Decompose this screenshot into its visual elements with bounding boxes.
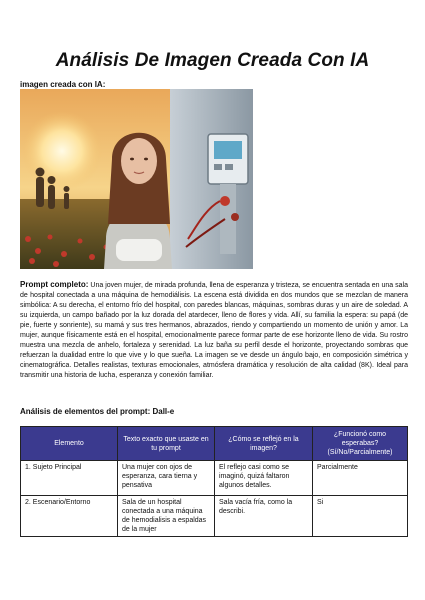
prompt-text: Una joven mujer, de mirada profunda, llena de esperanza y tristeza, se encuentra sentada en una sala de hospital conectada a una máquina de hemodiálisis. La escena está dividida en dos mundos que se mezclan de manera simbólica: A su derecha, el entorno frío del hospital, con paredes blancas, máquinas, sombras duras y un aire de soledad. A su izquierda, un campo bañado por la luz dorada del atardecer, lleno de flores y vida. Allí, su familia la espera: su papá (de pie, fuerte y sonriente), su mamá y sus tres hermanos, abrazados, riendo y compartiendo un momento de unión y amor. La mujer, aunque físicamente está en el hospital, emocionalmente parece formar parte de ese horizonte lleno de vida. Su rostro muestra una mezcla de anhelo, fortaleza y serenidad. La luz baña su perfil desde el horizonte, proyectando sombras que refuerzan la dualidad entre lo que vive y lo que sueña. La imagen se ve desde un ángulo bajo, en composición simétrica y cinematográfica. Detalles realistas, texturas emocionales, atmósfera dramática y resolución de alta calidad (8K). Ideal para transmitir una historia de lucha, esperanza y conexión familiar. <box>20 282 408 379</box>
prompt-analysis-table <box>20 426 408 537</box>
table-cell: Sala de un hospital conectada a una máquina de hemodialisis a espaldas de la mujer <box>118 496 215 537</box>
page-title: Análisis De Imagen Creada Con IA <box>55 50 370 71</box>
table-cell: Sala vacía fría, como la describi. <box>215 496 313 537</box>
table-cell: El reflejo casi como se imaginó, quizá faltaron algunos detalles. <box>215 461 313 496</box>
prompt-label: Prompt completo: <box>20 280 89 289</box>
table-cell: Una mujer con ojos de esperanza, cara tierna y pensativa <box>118 461 215 496</box>
table-cell: Si <box>313 496 408 537</box>
generated-image <box>20 89 253 269</box>
header-funciono: ¿Funcionó como esperabas? (Sí/No/Parcialmente) <box>313 427 408 461</box>
table-row <box>21 496 408 537</box>
image-label: imagen creada con IA: <box>20 80 106 89</box>
header-como-se-reflejo: ¿Cómo se reflejó en la imagen? <box>215 427 313 461</box>
prompt-paragraph <box>20 280 408 381</box>
header-texto-exacto: Texto exacto que usaste en tu prompt <box>118 427 215 461</box>
header-elemento: Elemento <box>21 427 118 461</box>
table-cell: 2. Escenario/Entorno <box>21 496 118 537</box>
table-cell: 1. Sujeto Principal <box>21 461 118 496</box>
analysis-heading: Análisis de elementos del prompt: Dall-e <box>20 407 175 416</box>
table-row <box>21 461 408 496</box>
table-header-row <box>21 427 408 461</box>
table-cell: Parcialmente <box>313 461 408 496</box>
